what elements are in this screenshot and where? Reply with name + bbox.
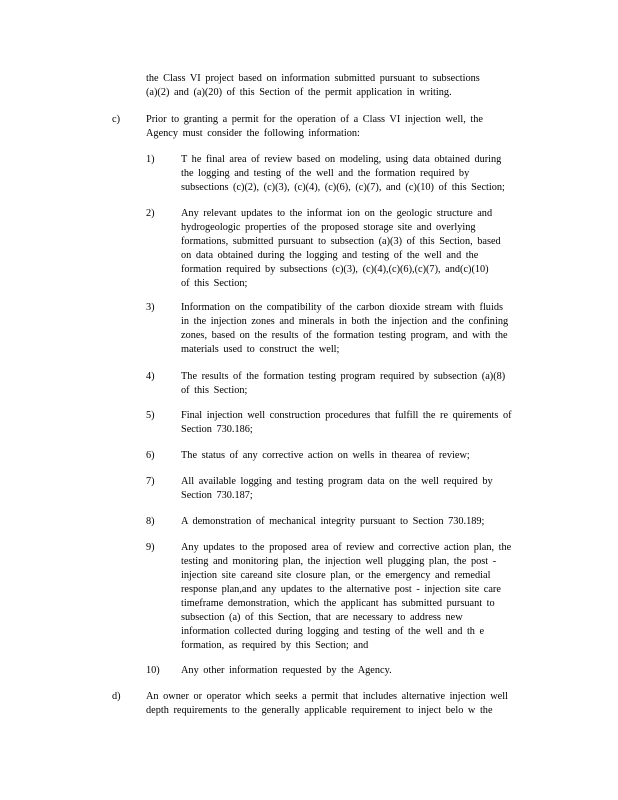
item-text (181, 409, 512, 437)
item-text (181, 449, 470, 463)
text-line: Any updates to the proposed area of review and corrective action plan, the (181, 542, 512, 553)
item-text (181, 541, 511, 653)
section-c-intro (146, 113, 483, 141)
text-line: Final injection well construction procedures that fulfill the re quirements of (181, 410, 512, 421)
text-line: T he final area of review based on modeling, using data obtained during (181, 154, 502, 165)
text-line: injection site careand site closure plan, or the emergency and remedial (181, 570, 491, 581)
text-line: The status of any corrective action on wells in thearea of review; (181, 450, 470, 461)
text-line: The results of the formation testing program required by subsection (a)(8) (181, 371, 506, 382)
text-line: on data obtained during the logging and testing of the well and the (181, 250, 479, 261)
text-line: formations, submitted pursuant to subsection (a)(3) of this Section, based (181, 236, 501, 247)
text-line: the Class VI project based on information submitted pursuant to subsections (146, 73, 480, 84)
text-line: subsections (c)(2), (c)(3), (c)(4), (c)(6), (c)(7), and (c)(10) of this Section; (181, 182, 505, 193)
text-line: Agency must consider the following information: (146, 128, 360, 139)
text-line: Any other information requested by the Agency. (181, 665, 392, 676)
text-line: information collected during logging and testing of the well and th e (181, 626, 485, 637)
text-line: materials used to construct the well; (181, 344, 340, 355)
text-line: in the injection zones and minerals in both the injection and the confining (181, 316, 509, 327)
text-line: response plan,and any updates to the alternative post - injection site care (181, 584, 501, 595)
text-line: timeframe demonstration, which the applicant has submitted pursuant to (181, 598, 495, 609)
text-line: A demonstration of mechanical integrity pursuant to Section 730.189; (181, 516, 485, 527)
text-line: zones, based on the results of the formation testing program, and with the (181, 330, 508, 341)
item-number: 5) (146, 410, 155, 421)
text-line: depth requirements to the generally applicable requirement to inject belo w the (146, 705, 493, 716)
item-number: 3) (146, 302, 155, 313)
text-line: Prior to granting a permit for the operation of a Class VI injection well, the (146, 114, 483, 125)
item-text (181, 370, 505, 398)
text-line: subsection (a) of this Section, that are necessary to address new (181, 612, 463, 623)
text-line: hydrogeologic properties of the proposed storage site and overlying (181, 222, 476, 233)
section-c-label: c) (112, 114, 120, 125)
item-text (181, 301, 508, 357)
continuation-paragraph (146, 72, 480, 100)
item-text (181, 664, 392, 678)
text-line: testing and monitoring plan, the injection well plugging plan, the post - (181, 556, 497, 567)
text-line: Information on the compatibility of the carbon dioxide stream with fluids (181, 302, 503, 313)
item-text (181, 207, 501, 291)
text-line: (a)(2) and (a)(20) of this Section of the permit application in writing. (146, 87, 452, 98)
item-number: 7) (146, 476, 155, 487)
text-line: of this Section; (181, 385, 248, 396)
section-d-paragraph (146, 690, 508, 718)
text-line: of this Section; (181, 278, 248, 289)
item-number: 6) (146, 450, 155, 461)
text-line: Any relevant updates to the informat ion on the geologic structure and (181, 208, 493, 219)
text-line: Section 730.186; (181, 424, 253, 435)
item-number: 2) (146, 208, 155, 219)
item-number: 1) (146, 154, 155, 165)
item-number: 4) (146, 371, 155, 382)
item-text (181, 475, 493, 503)
text-line: Section 730.187; (181, 490, 253, 501)
item-text (181, 153, 505, 195)
section-d-label: d) (112, 691, 121, 702)
text-line: formation, as required by this Section; and (181, 640, 369, 651)
item-number: 10) (146, 665, 160, 676)
text-line: formation required by subsections (c)(3), (c)(4),(c)(6),(c)(7), and(c)(10) (181, 264, 489, 275)
item-number: 8) (146, 516, 155, 527)
item-number: 9) (146, 542, 155, 553)
text-line: All available logging and testing program data on the well required by (181, 476, 493, 487)
text-line: An owner or operator which seeks a permit that includes alternative injection well (146, 691, 508, 702)
item-text (181, 515, 484, 529)
text-line: the logging and testing of the well and the formation required by (181, 168, 470, 179)
